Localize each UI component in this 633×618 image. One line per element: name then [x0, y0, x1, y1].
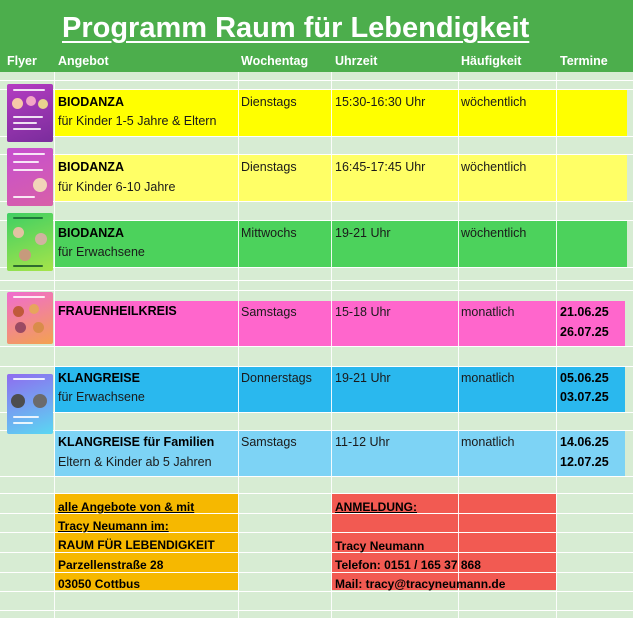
- row5-date-2: 03.07.25: [560, 390, 609, 404]
- flyer-biodanza-kinder-icon[interactable]: [7, 84, 53, 142]
- footer-left-line-3: RAUM FÜR LEBENDIGKEIT: [58, 538, 215, 552]
- row2-freq: wöchentlich: [461, 160, 527, 174]
- row5-date-1: 05.06.25: [560, 371, 609, 385]
- footer-left-line-2: Tracy Neumann im:: [58, 519, 169, 533]
- footer-registration-mail[interactable]: Mail: tracy@tracyneumann.de: [335, 577, 506, 591]
- row4-freq: monatlich: [461, 305, 515, 319]
- flyer-biodanza-erwachsene-icon[interactable]: [7, 213, 53, 271]
- row6-freq: monatlich: [461, 435, 515, 449]
- row2-day: Dienstags: [241, 160, 297, 174]
- row3-name: BIODANZA: [58, 226, 124, 240]
- row6-date-2: 12.07.25: [560, 455, 609, 469]
- row3-day: Mittwochs: [241, 226, 297, 240]
- flyer-biodanza-kinder-6-10-icon[interactable]: [7, 148, 53, 206]
- row6-sub: Eltern & Kinder ab 5 Jahren: [58, 455, 212, 469]
- row3-sub: für Erwachsene: [58, 245, 145, 259]
- footer-registration-heading: ANMELDUNG:: [335, 500, 417, 514]
- row2-name: BIODANZA: [58, 160, 124, 174]
- row4-date-2: 26.07.25: [560, 325, 609, 339]
- col-header-flyer: Flyer: [7, 54, 37, 68]
- row6-date-1: 14.06.25: [560, 435, 609, 449]
- footer-registration-name: Tracy Neumann: [335, 539, 425, 553]
- flyer-frauenheilkreis-icon[interactable]: [7, 292, 53, 344]
- row3-time: 19-21 Uhr: [335, 226, 391, 240]
- col-header-haeufigkeit: Häufigkeit: [461, 54, 522, 68]
- row5-day: Donnerstags: [241, 371, 312, 385]
- footer-left-line-5: 03050 Cottbus: [58, 577, 141, 591]
- row5-sub: für Erwachsene: [58, 390, 145, 404]
- col-header-wochentag: Wochentag: [241, 54, 309, 68]
- row3-freq: wöchentlich: [461, 226, 527, 240]
- footer-left-line-4: Parzellenstraße 28: [58, 558, 164, 572]
- row4-time: 15-18 Uhr: [335, 305, 391, 319]
- flyer-klangreise-icon[interactable]: [7, 374, 53, 434]
- row4-day: Samstags: [241, 305, 297, 319]
- row4-name: FRAUENHEILKREIS: [58, 304, 177, 318]
- row6-day: Samstags: [241, 435, 297, 449]
- row1-freq: wöchentlich: [461, 95, 527, 109]
- col-header-termine: Termine: [560, 54, 608, 68]
- row1-day: Dienstags: [241, 95, 297, 109]
- row1-time: 15:30-16:30 Uhr: [335, 95, 426, 109]
- row4-date-1: 21.06.25: [560, 305, 609, 319]
- row5-freq: monatlich: [461, 371, 515, 385]
- row5-name: KLANGREISE: [58, 371, 140, 385]
- row2-sub: für Kinder 6-10 Jahre: [58, 180, 176, 194]
- row2-time: 16:45-17:45 Uhr: [335, 160, 426, 174]
- footer-registration-phone[interactable]: Telefon: 0151 / 165 37 868: [335, 558, 481, 572]
- col-header-uhrzeit: Uhrzeit: [335, 54, 378, 68]
- col-header-angebot: Angebot: [58, 54, 109, 68]
- row1-name: BIODANZA: [58, 95, 124, 109]
- row6-name: KLANGREISE für Familien: [58, 435, 215, 449]
- page-title: Programm Raum für Lebendigkeit: [62, 12, 530, 44]
- row5-time: 19-21 Uhr: [335, 371, 391, 385]
- row6-time: 11-12 Uhr: [335, 435, 390, 449]
- row1-sub: für Kinder 1-5 Jahre & Eltern: [58, 114, 217, 128]
- footer-left-line-1: alle Angebote von & mit: [58, 500, 195, 514]
